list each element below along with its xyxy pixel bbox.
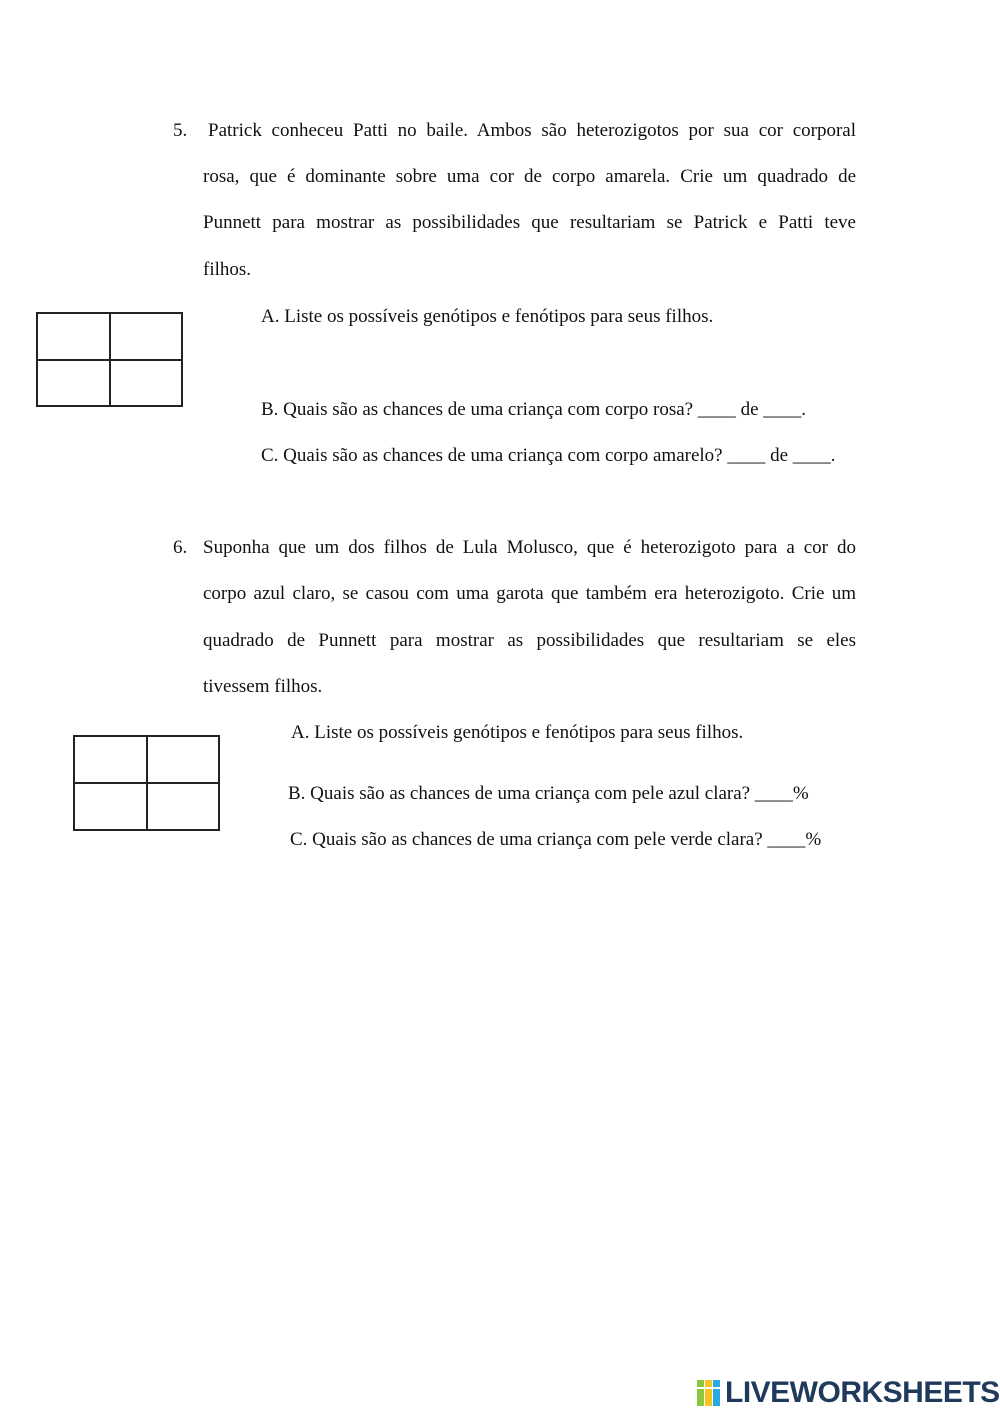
question-6-c: C. Quais são as chances de uma criança com pele verde clara? ____% — [290, 829, 822, 850]
punnett-cell[interactable] — [110, 360, 183, 407]
question-6-line-3: quadrado de Punnett para mostrar as possibilidades que resultariam se eles — [203, 630, 856, 651]
punnett-cell[interactable] — [147, 736, 220, 783]
question-6-line-4: tivessem filhos. — [203, 676, 323, 697]
question-6-line-2: corpo azul claro, se casou com uma garota que também era heterozigoto. Crie um — [203, 583, 856, 604]
punnett-cell[interactable] — [110, 313, 183, 360]
question-6-a: A. Liste os possíveis genótipos e fenótipos para seus filhos. — [291, 722, 744, 743]
question-5-c: C. Quais são as chances de uma criança com corpo amarelo? ____ de ____. — [261, 445, 836, 466]
punnett-cell[interactable] — [74, 736, 147, 783]
punnett-cell[interactable] — [147, 783, 220, 830]
question-5-line-3: Punnett para mostrar as possibilidades que resultariam se Patrick e Patti teve — [203, 212, 856, 233]
question-5-a: A. Liste os possíveis genótipos e fenótipos para seus filhos. — [261, 306, 714, 327]
question-5-line-2: rosa, que é dominante sobre uma cor de corpo amarela. Crie um quadrado de — [203, 166, 856, 187]
question-5-line-1: Patrick conheceu Patti no baile. Ambos são heterozigotos por sua cor corporal — [208, 120, 856, 141]
punnett-square-6[interactable] — [73, 735, 220, 831]
question-5-b: B. Quais são as chances de uma criança com corpo rosa? ____ de ____. — [261, 399, 807, 420]
punnett-cell[interactable] — [37, 313, 110, 360]
punnett-cell[interactable] — [74, 783, 147, 830]
question-6-line-1: Suponha que um dos filhos de Lula Molusco, que é heterozigoto para a cor do — [203, 537, 856, 558]
question-6-b: B. Quais são as chances de uma criança com pele azul clara? ____% — [288, 783, 809, 804]
liveworksheets-logo — [697, 1375, 1000, 1411]
punnett-square-5[interactable] — [36, 312, 183, 407]
punnett-cell[interactable] — [37, 360, 110, 407]
liveworksheets-brand-text: LIVEWORKSHEETS — [725, 1376, 1000, 1409]
question-5-number: 5. — [173, 120, 188, 141]
liveworksheets-logo-icon — [697, 1380, 721, 1406]
question-6-number: 6. — [173, 537, 188, 558]
question-5-line-4: filhos. — [203, 259, 252, 280]
